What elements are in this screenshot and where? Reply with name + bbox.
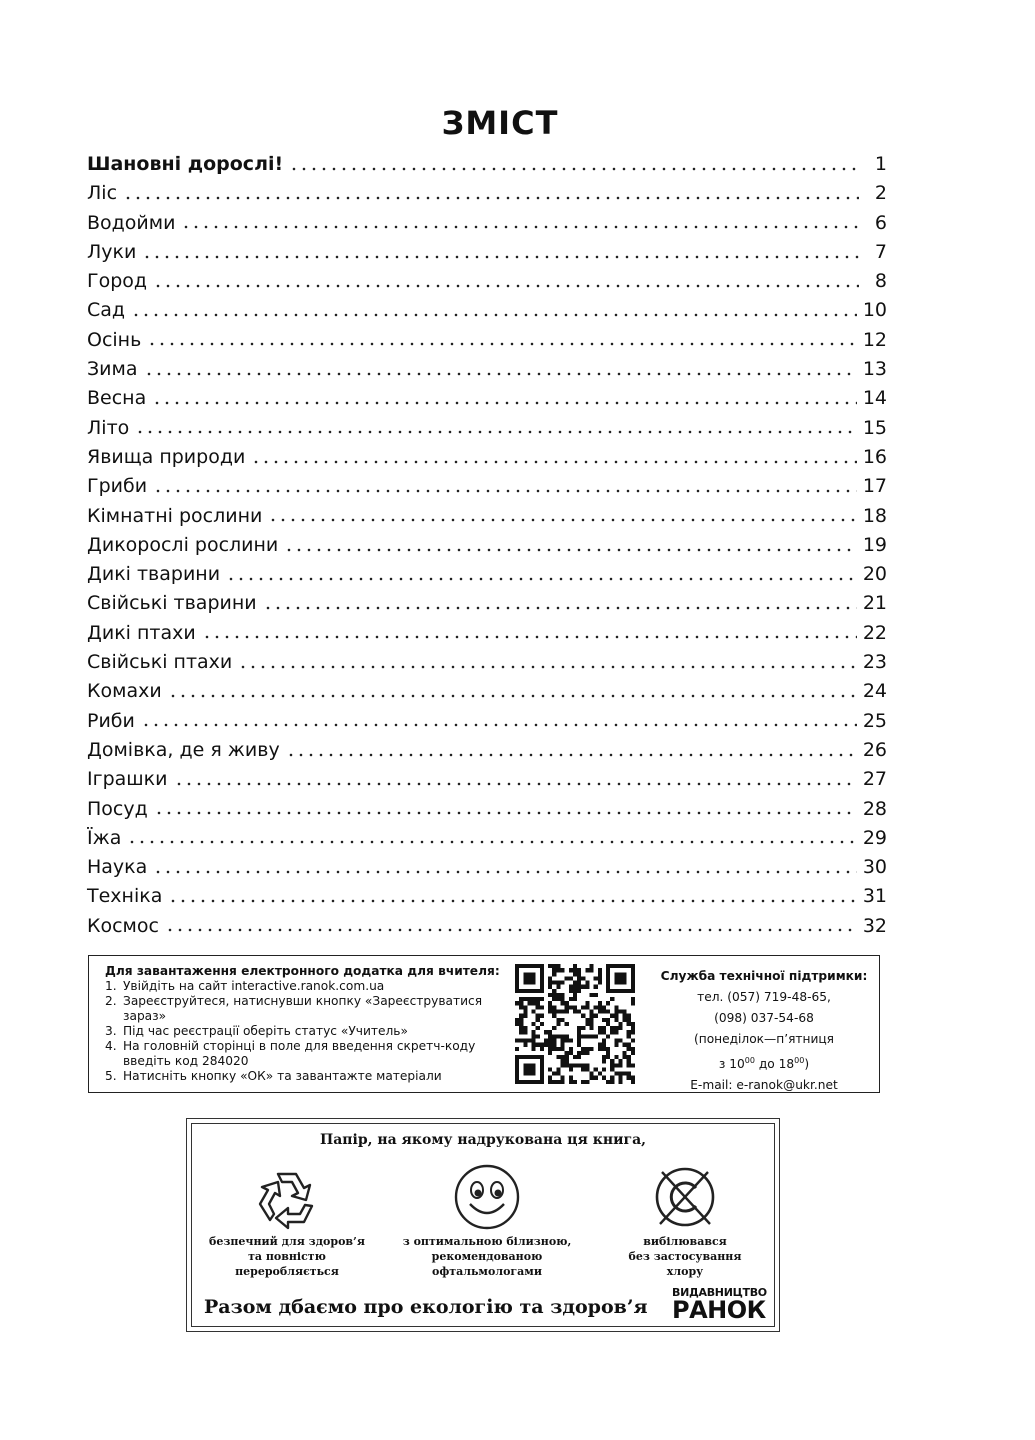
recycle-icon bbox=[252, 1162, 322, 1232]
toc-entry-title: Наука bbox=[87, 856, 148, 879]
table-of-contents bbox=[87, 150, 887, 941]
toc-entry-title: Посуд bbox=[87, 797, 148, 820]
toc-dot-leader bbox=[135, 430, 857, 434]
toc-entry-page: 27 bbox=[862, 768, 887, 791]
toc-entry-title: Явища природи bbox=[87, 445, 246, 468]
publisher-logo bbox=[672, 1286, 768, 1324]
toc-entry-title: Зима bbox=[87, 358, 138, 381]
support-phone-2: (098) 037-54-68 bbox=[714, 1011, 814, 1025]
toc-entry bbox=[87, 531, 887, 560]
toc-entry-page: 21 bbox=[862, 592, 887, 615]
toc-entry bbox=[87, 296, 887, 325]
qr-modules bbox=[515, 964, 635, 1084]
toc-entry bbox=[87, 355, 887, 384]
toc-entry-title: Осінь bbox=[87, 328, 142, 351]
toc-entry-page: 23 bbox=[862, 651, 887, 674]
eco-paper-box bbox=[186, 1118, 780, 1332]
toc-dot-leader bbox=[147, 342, 857, 346]
support-hours: з $10^{00}$ до $18^{00}$) bbox=[718, 1056, 810, 1072]
step-text: Під час реєстрації оберіть статус «Учитель» bbox=[123, 1024, 408, 1038]
toc-entry-page: 14 bbox=[862, 387, 887, 410]
toc-entry bbox=[87, 414, 887, 443]
eco-footer: Разом дбаємо про екологію та здоров’я bbox=[204, 1296, 648, 1318]
toc-dot-leader bbox=[123, 196, 859, 200]
teacher-addon-info-box bbox=[88, 955, 880, 1093]
eco-caption-chlorine: вибілювався без застосування хлору bbox=[628, 1235, 742, 1278]
toc-entry bbox=[87, 619, 887, 648]
toc-entry-title: Дикорослі рослини bbox=[87, 533, 279, 556]
toc-dot-leader bbox=[286, 753, 857, 757]
toc-dot-leader bbox=[127, 840, 856, 844]
eco-heading: Папір, на якому надрукована ця книга, bbox=[319, 1132, 647, 1148]
toc-entry-page: 12 bbox=[862, 328, 887, 351]
toc-dot-leader bbox=[263, 606, 857, 610]
toc-dot-leader bbox=[168, 899, 856, 903]
toc-entry-title: Їжа bbox=[87, 826, 122, 849]
toc-entry bbox=[87, 677, 887, 706]
toc-entry-title: Техніка bbox=[87, 885, 163, 908]
download-step bbox=[105, 1024, 505, 1039]
eco-caption-whiteness: з оптимальною білизною, рекомендованою офтальмологами bbox=[402, 1235, 572, 1278]
toc-entry-title: Город bbox=[87, 270, 148, 293]
download-step bbox=[105, 1039, 505, 1069]
tech-support bbox=[649, 966, 879, 1096]
qr-code bbox=[515, 964, 635, 1084]
download-step bbox=[105, 1069, 505, 1084]
toc-entry-page: 10 bbox=[862, 299, 887, 322]
toc-entry-title: Сад bbox=[87, 299, 126, 322]
step-number: 1. bbox=[105, 979, 117, 993]
toc-entry-page: 6 bbox=[874, 211, 887, 234]
toc-entry bbox=[87, 560, 887, 589]
download-step bbox=[105, 994, 505, 1024]
toc-entry-title: Ліс bbox=[87, 182, 118, 205]
toc-entry-page: 2 bbox=[874, 182, 887, 205]
toc-entry bbox=[87, 736, 887, 765]
toc-entry-title: Іграшки bbox=[87, 768, 168, 791]
toc-entry bbox=[87, 912, 887, 941]
toc-entry-page: 13 bbox=[862, 358, 887, 381]
download-steps bbox=[105, 979, 505, 1084]
toc-entry-title: Шановні дорослі! bbox=[87, 153, 284, 175]
toc-entry bbox=[87, 502, 887, 531]
toc-entry-page: 7 bbox=[874, 240, 887, 263]
step-number: 5. bbox=[105, 1069, 117, 1083]
toc-entry-page: 16 bbox=[862, 445, 887, 468]
toc-dot-leader bbox=[153, 284, 859, 288]
toc-entry-page: 32 bbox=[862, 914, 887, 937]
toc-dot-leader bbox=[152, 401, 857, 405]
toc-entry-title: Риби bbox=[87, 709, 135, 732]
no-chlorine-icon bbox=[650, 1162, 720, 1232]
smiley-icon bbox=[452, 1162, 522, 1232]
toc-entry-page: 28 bbox=[862, 797, 887, 820]
toc-entry bbox=[87, 326, 887, 355]
support-heading: Служба технічної підтримки: bbox=[660, 969, 868, 983]
toc-dot-leader bbox=[168, 694, 857, 698]
toc-entry bbox=[87, 443, 887, 472]
toc-entry-title: Свійські птахи bbox=[87, 651, 233, 674]
step-number: 3. bbox=[105, 1024, 117, 1038]
publisher-label: ВИДАВНИЦТВО bbox=[672, 1286, 767, 1299]
toc-dot-leader bbox=[226, 577, 857, 581]
step-text: Зареєструйтеся, натиснувши кнопку «Зареєструватися зараз» bbox=[123, 994, 483, 1023]
toc-entry-title: Свійські тварини bbox=[87, 592, 257, 615]
toc-entry bbox=[87, 267, 887, 296]
toc-dot-leader bbox=[268, 518, 856, 522]
toc-entry-page: 15 bbox=[862, 416, 887, 439]
toc-entry-page: 1 bbox=[874, 153, 887, 175]
toc-entry-title: Літо bbox=[87, 416, 130, 439]
toc-entry bbox=[87, 150, 887, 179]
toc-entry-title: Комахи bbox=[87, 680, 162, 703]
toc-entry-title: Дикі тварини bbox=[87, 563, 221, 586]
toc-entry bbox=[87, 238, 887, 267]
toc-entry-title: Домівка, де я живу bbox=[87, 738, 280, 761]
toc-entry bbox=[87, 472, 887, 501]
toc-entry-page: 25 bbox=[862, 709, 887, 732]
toc-entry bbox=[87, 853, 887, 882]
toc-entry bbox=[87, 384, 887, 413]
toc-entry bbox=[87, 882, 887, 911]
toc-entry-page: 20 bbox=[862, 563, 887, 586]
step-number: 2. bbox=[105, 994, 117, 1008]
toc-dot-leader bbox=[289, 167, 859, 171]
toc-dot-leader bbox=[144, 372, 857, 376]
toc-entry-title: Гриби bbox=[87, 475, 148, 498]
toc-entry-title: Водойми bbox=[87, 211, 176, 234]
support-days: (понеділок—п’ятниця bbox=[693, 1032, 835, 1046]
toc-dot-leader bbox=[165, 928, 857, 932]
toc-dot-leader bbox=[154, 811, 857, 815]
toc-dot-leader bbox=[142, 255, 859, 259]
toc-dot-leader bbox=[181, 225, 859, 229]
toc-entry-page: 8 bbox=[874, 270, 887, 293]
download-instructions bbox=[105, 964, 505, 1084]
toc-dot-leader bbox=[251, 460, 856, 464]
download-step bbox=[105, 979, 505, 994]
toc-dot-leader bbox=[153, 489, 857, 493]
step-text: На головній сторінці в поле для введення скретч-коду введіть код 284020 bbox=[123, 1039, 476, 1068]
toc-entry-page: 18 bbox=[862, 504, 887, 527]
step-text: Натисніть кнопку «ОК» та завантажте матеріали bbox=[123, 1069, 442, 1083]
download-heading: Для завантаження електронного додатка для вчителя: bbox=[105, 964, 500, 978]
toc-entry-page: 31 bbox=[862, 885, 887, 908]
publisher-name: РАНОК bbox=[672, 1296, 766, 1324]
toc-dot-leader bbox=[131, 313, 857, 317]
toc-dot-leader bbox=[153, 870, 857, 874]
toc-entry bbox=[87, 589, 887, 618]
toc-entry bbox=[87, 707, 887, 736]
toc-entry-page: 26 bbox=[862, 738, 887, 761]
step-number: 4. bbox=[105, 1039, 117, 1053]
support-email: E-mail: e-ranok@ukr.net bbox=[690, 1078, 838, 1093]
toc-entry bbox=[87, 824, 887, 853]
toc-entry-page: 22 bbox=[862, 621, 887, 644]
toc-entry bbox=[87, 209, 887, 238]
page-title: ЗМІСТ bbox=[441, 104, 559, 142]
toc-entry-page: 24 bbox=[862, 680, 887, 703]
toc-entry-title: Дикі птахи bbox=[87, 621, 196, 644]
toc-entry-title: Весна bbox=[87, 387, 147, 410]
toc-entry-page: 30 bbox=[862, 856, 887, 879]
toc-entry-page: 19 bbox=[862, 533, 887, 556]
toc-dot-leader bbox=[174, 782, 857, 786]
eco-caption-safe: безпечний для здоров’я та повністю переробляється bbox=[208, 1235, 365, 1278]
toc-dot-leader bbox=[202, 635, 857, 639]
toc-entry bbox=[87, 795, 887, 824]
support-phone-1: тел. (057) 719-48-65, bbox=[697, 990, 831, 1004]
toc-entry-page: 29 bbox=[862, 826, 887, 849]
toc-entry bbox=[87, 765, 887, 794]
toc-entry bbox=[87, 179, 887, 208]
toc-dot-leader bbox=[238, 665, 857, 669]
toc-entry-title: Космос bbox=[87, 914, 159, 937]
toc-entry-title: Кімнатні рослини bbox=[87, 504, 263, 527]
toc-entry-page: 17 bbox=[862, 475, 887, 498]
step-text: Увійдіть на сайт interactive.ranok.com.ua bbox=[123, 979, 385, 993]
toc-entry bbox=[87, 648, 887, 677]
toc-dot-leader bbox=[284, 548, 857, 552]
toc-dot-leader bbox=[141, 723, 857, 727]
toc-entry-title: Луки bbox=[87, 240, 137, 263]
